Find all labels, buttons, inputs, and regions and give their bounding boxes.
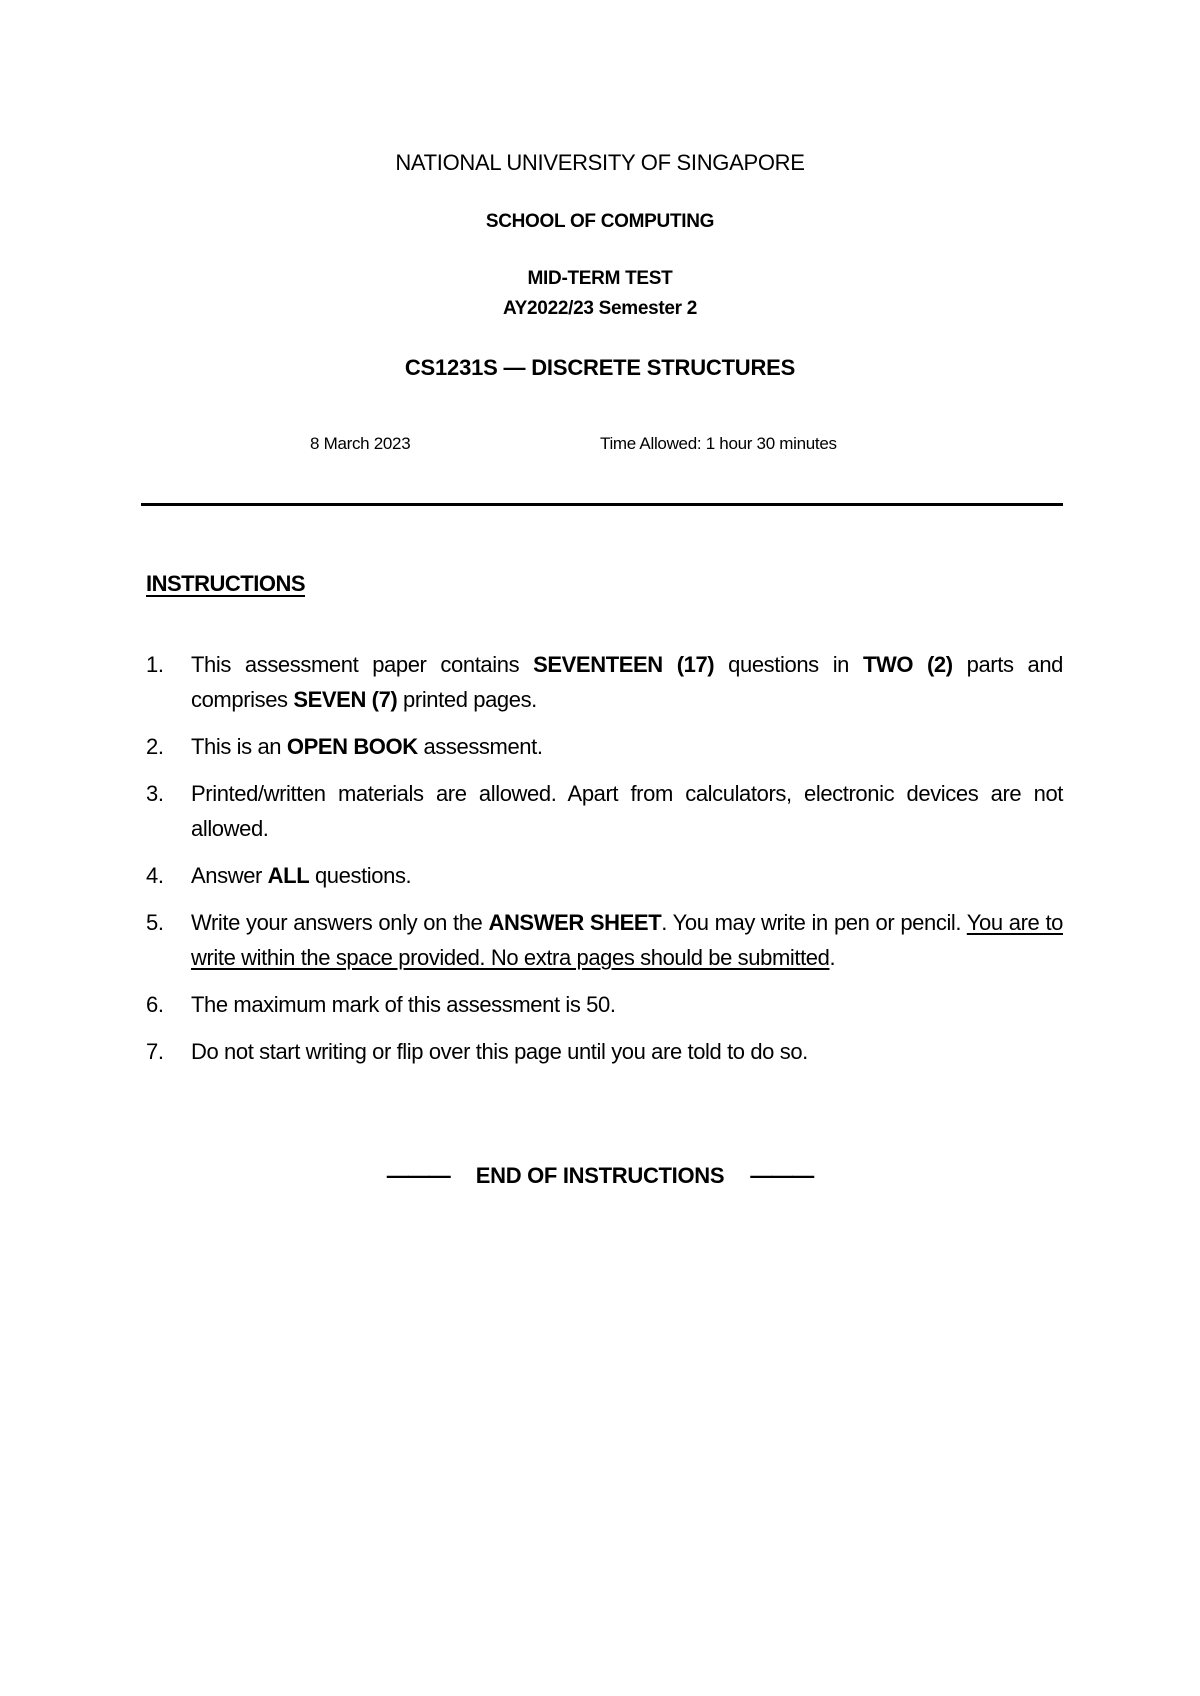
dashes-left: ——— [386, 1163, 450, 1188]
instruction-text: Answer ALL questions. [191, 863, 412, 888]
end-of-instructions [0, 1163, 1200, 1189]
instruction-item [146, 905, 1063, 975]
dashes-right: ——— [750, 1163, 814, 1188]
instruction-number: 7. [146, 1039, 164, 1064]
semester: AY2022/23 Semester 2 [502, 298, 697, 319]
time-allowed: Time Allowed: 1 hour 30 minutes [600, 434, 837, 453]
university-name: NATIONAL UNIVERSITY OF SINGAPORE [395, 150, 805, 175]
instruction-text: This is an OPEN BOOK assessment. [191, 734, 543, 759]
instruction-number: 2. [146, 734, 164, 759]
instructions-heading: INSTRUCTIONS [146, 571, 305, 596]
school-name: SCHOOL OF COMPUTING [485, 211, 715, 232]
end-label: END OF INSTRUCTIONS [475, 1163, 725, 1188]
instructions-list [146, 647, 1063, 1081]
instruction-text: Write your answers only on the ANSWER SHEET. You may write in pen or pencil. You are to write within the space provided. No extra pages should be submitted. [191, 910, 1063, 970]
instruction-number: 3. [146, 781, 164, 806]
exam-date: 8 March 2023 [310, 434, 411, 453]
test-type: MID-TERM TEST [527, 268, 673, 289]
instruction-item [146, 987, 1063, 1022]
instruction-text: Do not start writing or flip over this page until you are told to do so. [191, 1039, 808, 1064]
instruction-item [146, 647, 1063, 717]
instruction-text: The maximum mark of this assessment is 50. [191, 992, 616, 1017]
horizontal-divider [141, 503, 1063, 506]
instruction-item [146, 858, 1063, 893]
course-title: CS1231S — DISCRETE STRUCTURES [404, 355, 796, 380]
instruction-text: Printed/written materials are allowed. Apart from calculators, electronic devices are not allowed. [191, 781, 1063, 841]
instruction-item [146, 1034, 1063, 1069]
instruction-text: This assessment paper contains SEVENTEEN (17) questions in TWO (2) parts and comprises SEVEN (7) printed pages. [191, 652, 1063, 712]
instruction-number: 5. [146, 910, 164, 935]
instruction-number: 4. [146, 863, 164, 888]
instruction-item [146, 729, 1063, 764]
instruction-number: 1. [146, 652, 164, 677]
instruction-item [146, 776, 1063, 846]
instruction-number: 6. [146, 992, 164, 1017]
